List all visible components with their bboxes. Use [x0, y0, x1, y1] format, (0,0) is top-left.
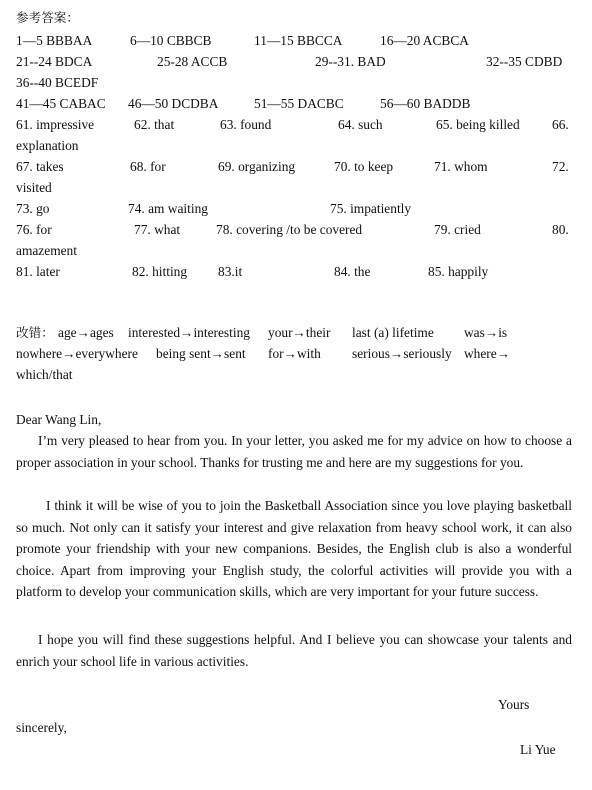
correction-item: where→: [464, 346, 511, 361]
answer-item: explanation: [16, 138, 79, 153]
answer-item: 81. later: [16, 264, 60, 279]
answer-item: 65. being killed: [436, 117, 520, 132]
letter-paragraph-1: I’m very pleased to hear from you. In your letter, you asked me for my advice on how to choose a proper association in your school. Thanks for trusting me and here are my suggestions for you.: [16, 433, 572, 470]
answer-item: 64. such: [338, 117, 383, 132]
answer-item: 51—55 DACBC: [254, 96, 344, 111]
answer-item: 11—15 BBCCA: [254, 33, 343, 48]
answer-item: 84. the: [334, 264, 371, 279]
answer-item: 70. to keep: [334, 159, 394, 174]
letter-greeting: Dear Wang Lin,: [16, 412, 102, 427]
answer-item: 71. whom: [434, 159, 488, 174]
corrections-label: 改错：: [16, 325, 54, 340]
answer-item: 77. what: [134, 222, 181, 237]
answer-item: 36--40 BCEDF: [16, 75, 99, 90]
answer-item: 62. that: [134, 117, 175, 132]
answer-item: 72.: [552, 159, 569, 174]
answer-item: 21--24 BDCA: [16, 54, 93, 69]
answer-item: 32--35 CDBD: [486, 54, 563, 69]
correction-item: was→is: [464, 325, 508, 340]
correction-item: age→ages: [58, 325, 114, 340]
answer-item: 63. found: [220, 117, 272, 132]
correction-item: last (a) lifetime: [352, 325, 434, 340]
answer-item: 85. happily: [428, 264, 489, 279]
answer-item: 25-28 ACCB: [157, 54, 228, 69]
letter-closing: Yours: [498, 697, 530, 712]
answer-item: 76. for: [16, 222, 52, 237]
answer-item: 56—60 BADDB: [380, 96, 471, 111]
correction-item: nowhere→everywhere: [16, 346, 138, 361]
answer-item: 69. organizing: [218, 159, 296, 174]
correction-item: interested→interesting: [128, 325, 250, 340]
answer-item: 79. cried: [434, 222, 481, 237]
answer-item: 74. am waiting: [128, 201, 208, 216]
correction-item: for→with: [268, 346, 321, 361]
letter-closing-sincerely: sincerely,: [16, 720, 67, 735]
correction-item: serious→seriously: [352, 346, 452, 361]
answer-item: 67. takes: [16, 159, 64, 174]
answer-item: 16—20 ACBCA: [380, 33, 469, 48]
answer-item: 66.: [552, 117, 569, 132]
answer-item: 78. covering /to be covered: [216, 222, 363, 237]
answer-item: visited: [16, 180, 52, 195]
answer-item: 83.it: [218, 264, 243, 279]
answers-heading: 参考答案：: [16, 10, 79, 25]
correction-item: being sent→sent: [156, 346, 246, 361]
answer-item: 82. hitting: [132, 264, 188, 279]
answer-item: 61. impressive: [16, 117, 95, 132]
answer-item: 80.: [552, 222, 569, 237]
letter-signature: Li Yue: [520, 742, 556, 757]
correction-item: which/that: [16, 367, 73, 382]
answer-item: 73. go: [16, 201, 50, 216]
answer-item: 46—50 DCDBA: [128, 96, 219, 111]
letter-paragraph-3: I hope you will find these suggestions helpful. And I believe you can showcase your talents and enrich your school life in various activities.: [16, 632, 572, 669]
answer-item: amazement: [16, 243, 77, 258]
correction-item: your→their: [268, 325, 331, 340]
answer-item: 1—5 BBBAA: [16, 33, 93, 48]
letter-paragraph-2: I think it will be wise of you to join the Basketball Association since you love playing basketball so much. Not only can it satisfy your interest and give relaxation from heavy school work, it can also promote your friendship with your new companions. Besides, the English club is also a wonderful choice. Apart from improving your English study, the colorful activities will provide you with a platform to develop your communication skills, which are very important for your future success.: [16, 498, 572, 599]
answer-item: 6—10 CBBCB: [130, 33, 212, 48]
answer-item: 41—45 CABAC: [16, 96, 106, 111]
answer-item: 68. for: [130, 159, 166, 174]
answer-item: 29--31. BAD: [315, 54, 386, 69]
answer-item: 75. impatiently: [330, 201, 412, 216]
